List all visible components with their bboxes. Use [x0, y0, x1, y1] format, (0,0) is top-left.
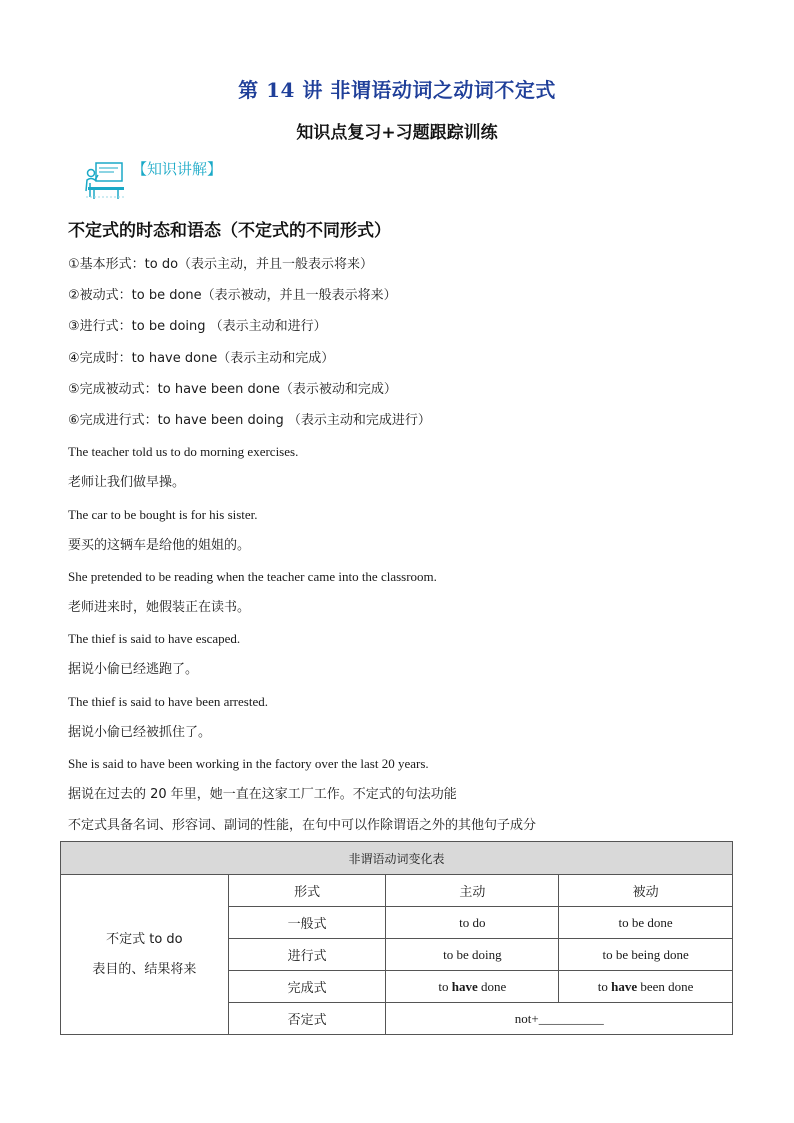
page-title: 第 14 讲 非谓语动词之动词不定式: [238, 78, 556, 102]
active-cell: to be doing: [386, 939, 559, 971]
example-english: The thief is said to have been arrested.: [68, 693, 268, 709]
teacher-board-icon: [84, 161, 126, 201]
active-cell: to do: [386, 907, 559, 939]
example-english: She pretended to be reading when the teacher came into the classroom.: [68, 568, 437, 584]
passive-cell: to be being done: [559, 939, 733, 971]
form-item: ④完成时：to have done（表示主动和完成）: [68, 350, 335, 366]
text-part: to: [438, 978, 452, 994]
example-chinese: 据说小偷已经逃跑了。: [68, 662, 199, 678]
negative-cell: not+__________: [386, 1003, 733, 1035]
bold-part: have: [611, 978, 638, 994]
form-cell: 完成式: [228, 971, 386, 1003]
example-chinese: 要买的这辆车是给他的姐姐的。: [68, 537, 251, 553]
badge-label: 【知识讲解】: [132, 160, 223, 178]
active-cell: [386, 971, 559, 1003]
column-header: 主动: [386, 875, 559, 907]
form-item: ②被动式：to be done（表示被动，并且一般表示将来）: [68, 288, 397, 304]
content-lines: [68, 252, 738, 845]
passive-cell: [559, 971, 733, 1003]
section-heading: 不定式的时态和语态（不定式的不同形式）: [68, 221, 391, 241]
text-part: done: [477, 978, 507, 994]
page-subtitle: 知识点复习+习题跟踪训练: [296, 123, 498, 143]
example-chinese: 老师进来时，她假装正在读书。: [68, 600, 251, 616]
form-item: ③进行式：to be doing （表示主动和进行）: [68, 319, 327, 335]
example-english: She is said to have been working in the factory over the last 20 years.: [68, 756, 429, 771]
verb-forms-table: [60, 841, 733, 1035]
passive-cell: to be done: [559, 907, 733, 939]
example-chinese: 据说小偷已经被抓住了。: [68, 724, 212, 740]
note-text: 不定式具备名词、形容词、副词的性能，在句中可以作除谓语之外的其他句子成分: [68, 818, 537, 834]
example-english: The thief is said to have escaped.: [68, 631, 241, 647]
table-left-cell: [61, 875, 229, 1035]
text-part: been done: [637, 978, 694, 994]
column-header: 被动: [559, 875, 733, 907]
form-item: ⑥完成进行式：to have been doing （表示主动和完成进行）: [68, 412, 431, 428]
left-cell-line: 表目的、结果将来: [92, 961, 197, 977]
example-chinese: 据说在过去的 20 年里，她一直在这家工厂工作。不定式的句法功能: [68, 787, 457, 803]
form-cell: 进行式: [228, 939, 386, 971]
column-header: 形式: [228, 875, 386, 907]
form-cell: 一般式: [228, 907, 386, 939]
text-part: to: [597, 978, 612, 994]
left-cell-line: 不定式 to do: [106, 931, 183, 947]
bold-part: have: [451, 978, 478, 994]
form-cell: 否定式: [228, 1003, 386, 1035]
form-item: ⑤完成被动式：to have been done（表示被动和完成）: [68, 381, 397, 397]
example-english: The car to be bought is for his sister.: [68, 506, 258, 522]
form-item: ①基本形式：to do（表示主动，并且一般表示将来）: [68, 257, 374, 272]
table-title: 非谓语动词变化表: [61, 842, 733, 875]
example-chinese: 老师让我们做早操。: [68, 475, 186, 491]
example-english: The teacher told us to do morning exercises.: [68, 444, 299, 460]
